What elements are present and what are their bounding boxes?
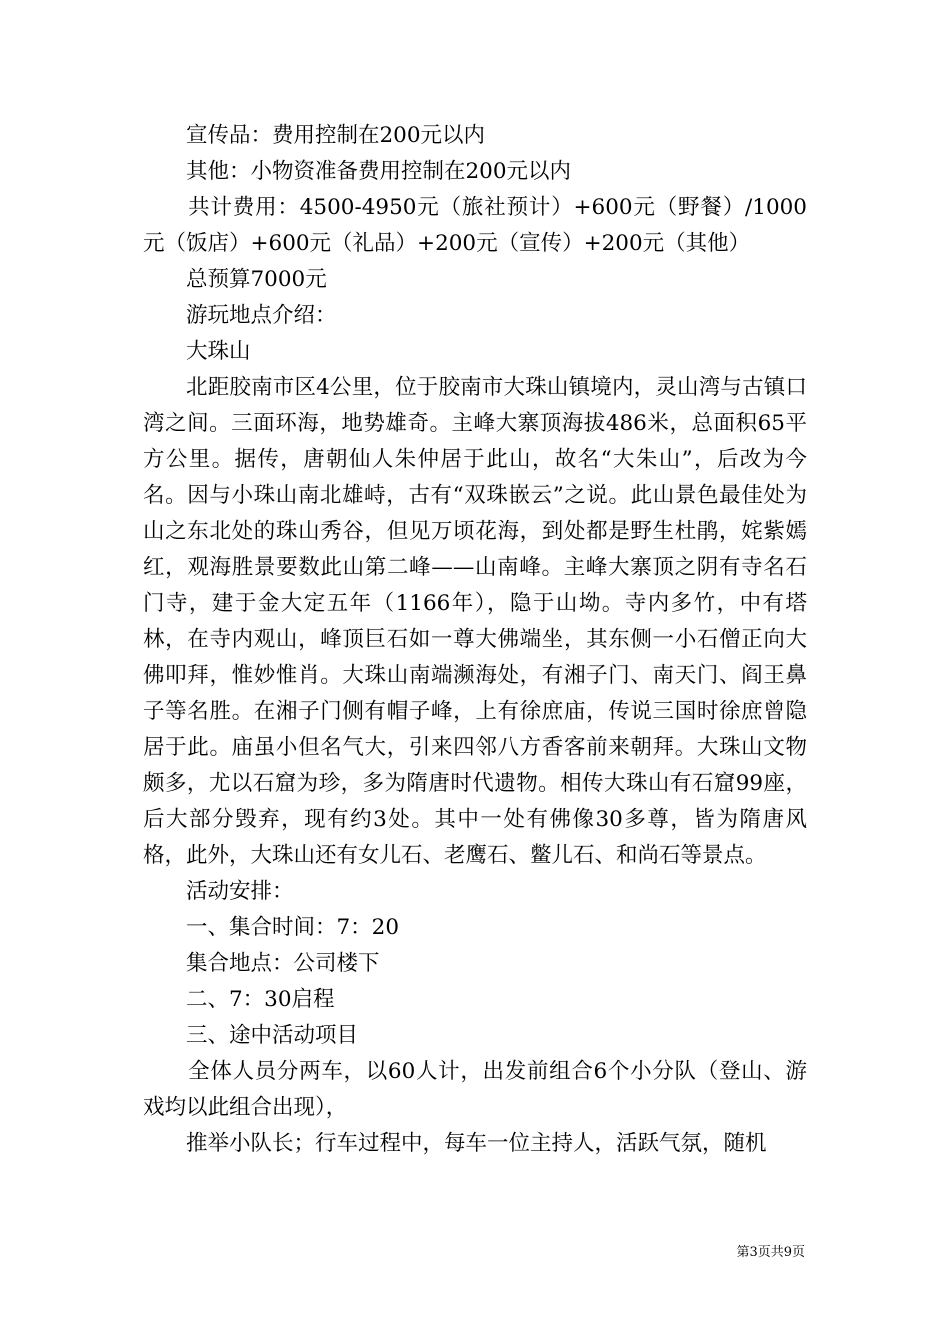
paragraph-departure: 二、7：30启程: [186, 987, 335, 1012]
paragraph-location-heading: 游玩地点介绍：: [186, 303, 337, 328]
paragraph-location-name: 大珠山: [186, 339, 251, 364]
paragraph-total-cost: 共计费用：4500-4950元（旅社预计）+600元（野餐）/1000元（饭店）+600元（礼品）+200元（宣传）+200元（其他）: [143, 195, 807, 256]
paragraph-team-grouping: 全体人员分两车，以60人计，出发前组合6个小分队（登山、游戏均以此组合出现），: [143, 1059, 807, 1120]
paragraph-publicity-cost: 宣传品：费用控制在200元以内: [186, 123, 486, 148]
paragraph-meeting-place: 集合地点：公司楼下: [186, 951, 380, 976]
paragraph-schedule-heading: 活动安排：: [186, 879, 294, 904]
paragraph-team-leader: 推举小队长；行车过程中，每车一位主持人，活跃气氛，随机: [186, 1131, 767, 1156]
paragraph-meeting-time: 一、集合时间：7：20: [186, 915, 400, 940]
page-number-footer: 第3页共9页: [736, 1245, 805, 1260]
paragraph-location-description: 北距胶南市区4公里，位于胶南市大珠山镇境内，灵山湾与古镇口湾之间。三面环海，地势雄奇。主峰大寨顶海拔486米，总面积65平方公里。据传，唐朝仙人朱仲居于此山，故名“大朱山”，后改为今名。因与小珠山南北雄峙，古有“双珠嵌云”之说。此山景色最佳处为山之东北处的珠山秀谷，但见万顷花海，到处都是野生杜鹃，姹紫嫣红，观海胜景要数此山第二峰——山南峰。主峰大寨顶之阴有寺名石门寺，建于金大定五年（1166年），隐于山坳。寺内多竹，中有塔林，在寺内观山，峰顶巨石如一尊大佛端坐，其东侧一小石僧正向大佛叩拜，惟妙惟肖。大珠山南端濒海处，有湘子门、南天门、阎王鼻子等名胜。在湘子门侧有帽子峰，上有徐庶庙，传说三国时徐庶曾隐居于此。庙虽小但名气大，引来四邻八方香客前来朝拜。大珠山文物颇多，尤以石窟为珍，多为隋唐时代遗物。相传大珠山有石窟99座，后大部分毁弃，现有约3处。其中一处有佛像30多尊，皆为隋唐风格，此外，大珠山还有女儿石、老鹰石、鳖儿石、和尚石等景点。: [143, 375, 807, 868]
paragraph-total-budget: 总预算7000元: [186, 267, 327, 292]
paragraph-activities-heading: 三、途中活动项目: [186, 1023, 359, 1048]
document-body: [143, 118, 807, 1162]
paragraph-other-cost: 其他：小物资准备费用控制在200元以内: [186, 159, 572, 184]
